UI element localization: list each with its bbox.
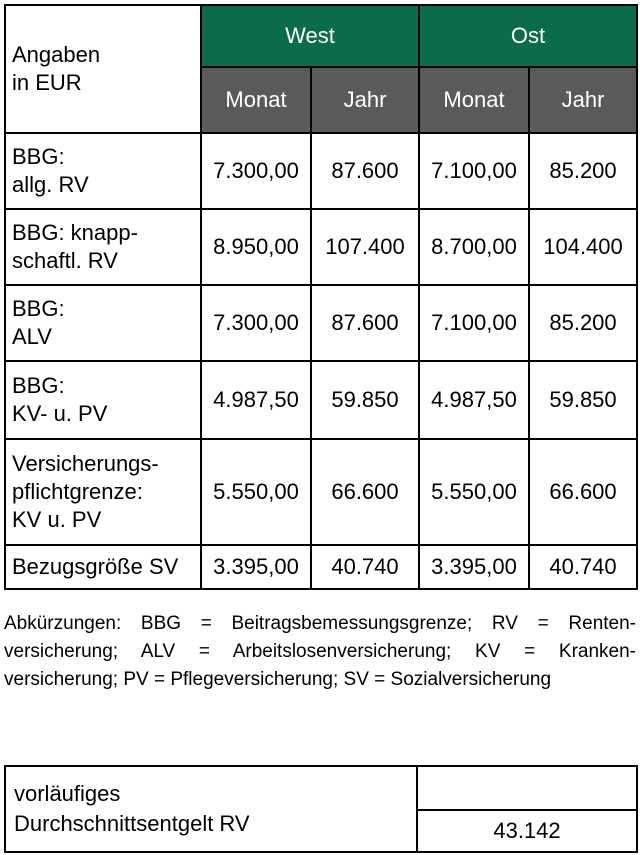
table-row [5,285,637,361]
west-monat-value: 8.950,00 [201,209,311,285]
west-monat-value: 4.987,50 [201,361,311,439]
row-label [5,545,201,589]
row-label-line: BBG: [12,373,65,398]
row-label-line: schaftl. RV [12,248,118,273]
abbreviations-note: Abkürzungen: BBG = Beitragsbemessungsgrenze; RV = Renten-versicherung; ALV = Arbeitslosenversicherung; KV = Kranken-versicherung; PV = Pflegeversicherung; SV = Sozialversicherung [4,613,636,690]
row-label-line: Bezugsgröße SV [12,554,179,579]
row-label [5,209,201,285]
ost-jahr-value: 40.740 [529,545,637,589]
row-label-line: BBG: [12,296,65,321]
west-monat-value: 3.395,00 [201,545,311,589]
table-row [5,361,637,439]
row-label [5,285,201,361]
ost-jahr-value: 85.200 [529,133,637,209]
corner-line-2: in EUR [12,70,82,95]
average-earnings-empty-cell [417,766,637,810]
ost-jahr-value: 104.400 [529,209,637,285]
corner-cell [5,5,201,133]
west-jahr-header: Jahr [311,67,419,133]
west-monat-header: Monat [201,67,311,133]
ost-jahr-value: 85.200 [529,285,637,361]
row-label-line: pflichtgrenze: [12,479,143,504]
ost-monat-header: Monat [419,67,529,133]
average-earnings-table [4,765,638,853]
average-earnings-label-line: Durchschnittsentgelt RV [14,811,250,836]
row-label-line: BBG: [12,144,65,169]
region-header-row [5,5,637,67]
west-jahr-value: 59.850 [311,361,419,439]
average-earnings-label [5,766,417,852]
west-jahr-value: 40.740 [311,545,419,589]
row-label-line: ALV [12,324,52,349]
ost-monat-value: 7.100,00 [419,133,529,209]
ost-monat-value: 3.395,00 [419,545,529,589]
row-label-line: allg. RV [12,172,89,197]
ost-jahr-header: Jahr [529,67,637,133]
contribution-limits-table [4,4,638,590]
west-monat-value: 7.300,00 [201,133,311,209]
ost-monat-value: 4.987,50 [419,361,529,439]
row-label-line: BBG: knapp- [12,220,138,245]
average-earnings-label-line: vorläufiges [14,781,121,806]
table-row [5,545,637,589]
corner-line-1: Angaben [12,42,101,67]
west-monat-value: 7.300,00 [201,285,311,361]
row-label [5,133,201,209]
ost-monat-value: 5.550,00 [419,439,529,545]
ost-jahr-value: 59.850 [529,361,637,439]
west-monat-value: 5.550,00 [201,439,311,545]
row-label-line: KV- u. PV [12,401,108,426]
table-row [5,439,637,545]
west-jahr-value: 87.600 [311,133,419,209]
west-jahr-value: 66.600 [311,439,419,545]
region-west-header: West [201,5,419,67]
table-row [5,209,637,285]
row-label [5,439,201,545]
ost-jahr-value: 66.600 [529,439,637,545]
region-ost-header: Ost [419,5,637,67]
ost-monat-value: 7.100,00 [419,285,529,361]
row-label-line: KV u. PV [12,507,102,532]
ost-monat-value: 8.700,00 [419,209,529,285]
row-label-line: Versicherungs- [12,451,159,476]
table-row [5,133,637,209]
average-earnings-value: 43.142 [417,810,637,852]
row-label [5,361,201,439]
west-jahr-value: 87.600 [311,285,419,361]
west-jahr-value: 107.400 [311,209,419,285]
